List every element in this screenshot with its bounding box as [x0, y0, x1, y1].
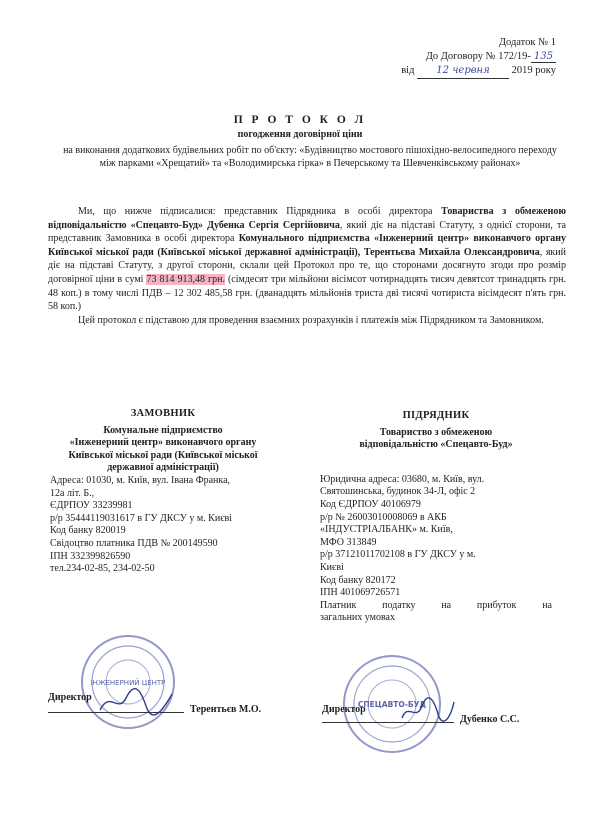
- customer-heading-block: [50, 408, 276, 475]
- customer-name-line: державної адміністрації): [107, 462, 219, 474]
- customer-signer-name: Терентьєв М.О.: [190, 704, 262, 715]
- contractor-name-line: Товариство з обмеженою: [379, 426, 493, 438]
- customer-signature-icon: [96, 684, 176, 718]
- contractor-mfo: МФО 313849: [320, 536, 377, 548]
- contractor-address-2: Святошинська, будинок 34-Л, офіс 2: [320, 486, 476, 498]
- contractor-details: [320, 474, 552, 625]
- contractor-tax-status: Платник податку на прибуток на: [320, 599, 552, 611]
- contractor-account-1: р/р № 26003010008069 в АКБ: [320, 511, 447, 523]
- contractor-account-2: р/р 37121011702108 в ГУ ДКСУ у м.: [320, 549, 476, 561]
- handwritten-date: 12 червня: [417, 64, 509, 79]
- customer-tax-id: ІПН 332399826590: [50, 550, 131, 562]
- customer-edrpou: ЄДРПОУ 33239981: [50, 500, 133, 512]
- customer-bank-code: Код банку 820019: [50, 525, 126, 537]
- customer-phone: тел.234-02-85, 234-02-50: [50, 563, 155, 575]
- contract-amount: 73 814 913,48 грн.: [146, 273, 225, 285]
- contractor-stamp-text: СПЕЦАВТО-БУД: [357, 700, 427, 709]
- contractor-signature-icon: [398, 694, 458, 728]
- contractor-name-line: відповідальністю «Спецавто-Буд»: [359, 439, 513, 451]
- paragraph-agreement: Ми, що нижче підписалися: представник Підрядника в особі директора Товариства з обмеженою відповідальністю «Спецавто-Буд» Дубенка Сергія Сергійовича, який діє на підставі Статуту, з однієї сторони, та представник Замовника в особі директора Комунального підприємства «Інженерний центр» виконавчого органу Київської міської ради (Київської міської державної адміністрації), Терентьєва Михайла Олександровича, який діє на підставі Статуту, з другої сторони, склали цей Протокол про те, що сторонами досягнуто згоди про розмір договірної ціни в сумі 73 814 913,48 грн. (сімдесят три мільйони вісімсот чотирнадцять тисяч девятсот тринадцять грн. 48 коп.) в тому числі ПДВ – 12 302 485,58 грн. (дванадцять мільйонів триста дві тисячі чотириста вісімдесят п'ять грн. 58 коп.): [48, 206, 567, 313]
- contractor-tax-id: ІПН 401069726571: [320, 587, 401, 599]
- contractor-bank-code: Код банку 820172: [320, 574, 396, 586]
- handwritten-contract-suffix: 135: [531, 51, 556, 63]
- customer-stamp-text: ІНЖЕНЕРНИЙ ЦЕНТР: [90, 679, 166, 687]
- customer-name-line: Київської міської ради (Київської міської: [68, 449, 258, 461]
- contractor-signer-name: Дубенко С.С.: [460, 714, 520, 725]
- contractor-block: [320, 410, 552, 625]
- customer-name-line: Комунальне підприємство: [103, 424, 223, 436]
- customer-account: р/р 35444119031617 в ГУ ДКСУ у м. Києві: [50, 512, 232, 524]
- contractor-heading-block: [320, 410, 552, 452]
- contractor-tax-status-cont: загальних умовах: [320, 612, 395, 624]
- protocol-body: [48, 205, 566, 327]
- contract-date: від 12 червня 2019 року: [401, 64, 556, 79]
- object-description: на виконання додаткових будівельних робіт по об'єкту: «Будівництво мостового пішохідно-велосипедного переходу між парками «Хрещатий» та «Володимирська гірка» в Печерському та Шевченківському районах»: [63, 145, 557, 170]
- contractor-account-2-cont: Києві: [320, 561, 344, 573]
- customer-details: [50, 475, 278, 576]
- customer-address: Адреса: 01030, м. Київ, вул. Івана Франка,: [50, 474, 231, 486]
- document-title: П Р О Т О К О Л: [233, 114, 367, 126]
- customer-address-2: 12а літ. Б.,: [50, 487, 95, 499]
- document-subtitle: погодження договірної ціни: [237, 129, 363, 140]
- contractor-signer-role: Директор: [322, 704, 366, 715]
- paragraph-basis: Цей протокол є підставою для проведення взаємних розрахунків і платежів між Підрядником та Замовником.: [78, 314, 544, 326]
- customer-signer-role: Директор: [48, 692, 92, 703]
- contractor-bank: «ІНДУСТРІАЛБАНК» м. Київ,: [320, 524, 453, 536]
- contractor-heading: ПІДРЯДНИК: [402, 410, 470, 421]
- customer-block: [50, 408, 278, 576]
- customer-heading: ЗАМОВНИК: [130, 408, 196, 419]
- contract-number: До Договору № 172/19- 135: [401, 50, 556, 64]
- annex-reference: [401, 36, 556, 79]
- contractor-address: Юридична адреса: 03680, м. Київ, вул.: [320, 473, 485, 485]
- contractor-edrpou: Код ЄДРПОУ 40106979: [320, 498, 421, 510]
- customer-name-line: «Інженерний центр» виконавчого органу: [69, 437, 257, 449]
- annex-number: Додаток № 1: [498, 37, 556, 48]
- customer-vat-certificate: Свідоцтво платника ПДВ № 200149590: [50, 537, 218, 549]
